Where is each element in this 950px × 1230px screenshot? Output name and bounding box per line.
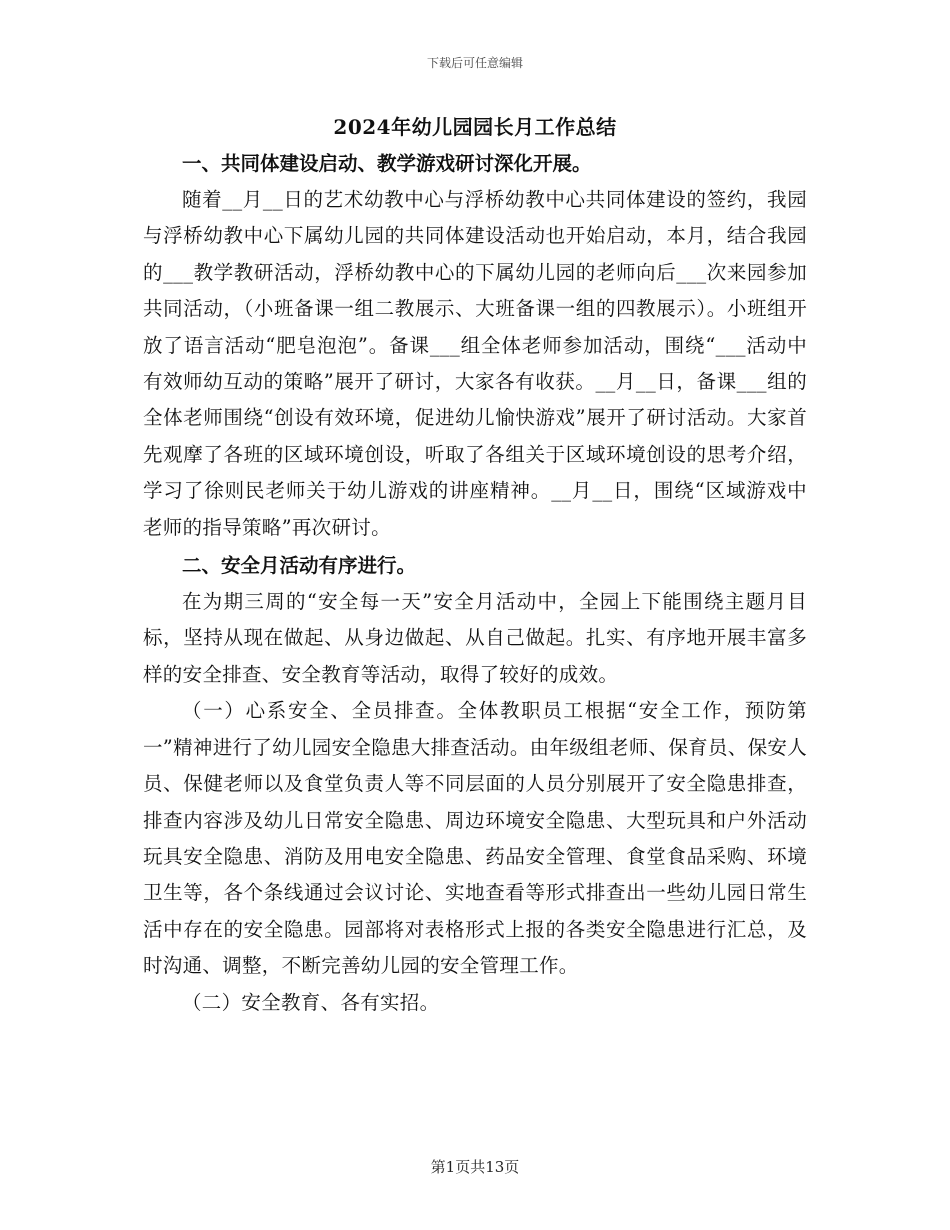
header-note: 下载后可任意编辑 bbox=[426, 56, 523, 70]
paragraph: 在为期三周的“安全每一天”安全月活动中，全园上下能围绕主题月目标，坚持从现在做起、从身边做起、从自己做起。扎实、有序地开展丰富多样的安全排查、安全教育等活动，取得了较好的成效。 bbox=[143, 590, 807, 686]
section-heading-2: 二、安全月活动有序进行。 bbox=[182, 554, 417, 578]
document-body bbox=[143, 108, 807, 1021]
section-heading-1: 一、共同体建设启动、教学游戏研讨深化开展。 bbox=[182, 152, 592, 175]
paragraph: （二）安全教育、各有实招。 bbox=[182, 990, 440, 1014]
document-title: 2024年幼儿园园长月工作总结 bbox=[333, 115, 617, 139]
paragraph: （一）心系安全、全员排查。全体教职员工根据“安全工作，预防第一”精神进行了幼儿园安全隐患大排查活动。由年级组老师、保育员、保安人员、保健老师以及食堂负责人等不同层面的人员分别展开了安全隐患排查，排查内容涉及幼儿日常安全隐患、周边环境安全隐患、大型玩具和户外活动玩具安全隐患、消防及用电安全隐患、药品安全管理、食堂食品采购、环境卫生等，各个条线通过会议讨论、实地查看等形式排查出一些幼儿园日常生活中存在的安全隐患。园部将对表格形式上报的各类安全隐患进行汇总，及时沟通、调整，不断完善幼儿园的安全管理工作。 bbox=[143, 699, 807, 978]
paragraph: 随着__月__日的艺术幼教中心与浮桥幼教中心共同体建设的签约，我园与浮桥幼教中心下属幼儿园的共同体建设活动也开始启动，本月，结合我园的___教学教研活动，浮桥幼教中心的下属幼儿园的老师向后___次来园参加共同活动，（小班备课一组二教展示、大班备课一组的四教展示）。小班组开放了语言活动“肥皂泡泡”。备课___组全体老师参加活动，围绕“___活动中有效师幼互动的策略”展开了研讨，大家各有收获。__月__日，备课___组的全体老师围绕“创设有效环境，促进幼儿愉快游戏”展开了研讨活动。大家首先观摩了各班的区域环境创设，听取了各组关于区域环境创设的思考介绍，学习了徐则民老师关于幼儿游戏的讲座精神。__月__日，围绕“区域游戏中老师的指导策略”再次研讨。 bbox=[143, 188, 807, 539]
page-number: 第1页共13页 bbox=[430, 1158, 520, 1176]
